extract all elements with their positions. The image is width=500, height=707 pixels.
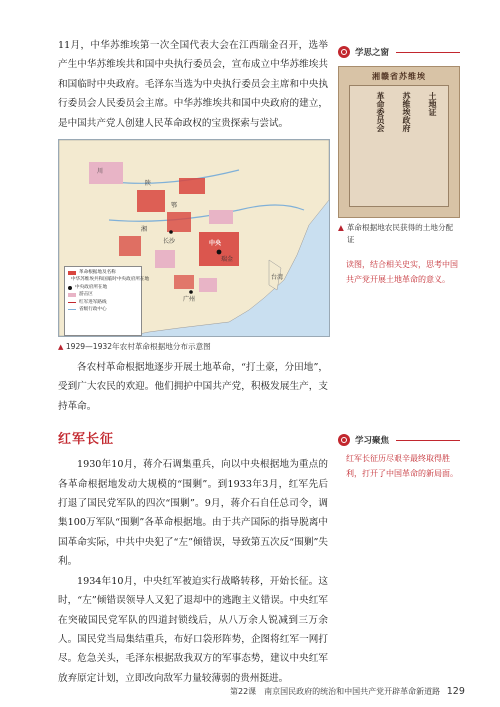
map-label-e: 鄂	[171, 202, 178, 210]
spiral-icon	[338, 434, 350, 446]
divider	[396, 52, 460, 53]
certificate-column: 土地证	[428, 92, 438, 116]
paragraph-encirclement: 1930年10月，蒋介石调集重兵，向以中央根据地为重点的各革命根据地发动大规模的“围剿”。到1933年3月，红军先后打退了国民党军队的四次“围剿”。9月，蒋介石自任总司令，调集100万军队“围剿”各革命根据地。由于共产国际的指导脱离中国革命实际，中共中央犯了“左”倾错误，导致第五次反“围剿”失利。	[58, 459, 328, 568]
certificate-body	[349, 85, 449, 207]
legend-item: 游击区	[68, 291, 138, 298]
legend-item: 省级行政中心	[68, 306, 138, 313]
legend-swatch	[68, 302, 76, 303]
study-focus-title: 学习聚焦	[355, 436, 390, 446]
page-footer	[230, 686, 465, 697]
chapter-title: 第22课 南京国民政府的统治和中国共产党开辟革命新道路	[230, 687, 441, 696]
think-window-header	[338, 46, 460, 58]
paragraph-intro: 11月，中华苏维埃第一次全国代表大会在江西瑞金召开，选举产生中华苏维埃共和国中央执行委员会，宣布成立中华苏维埃共和国临时中央政府。毛泽东当选为中央执行委员会主席和中央执行委员会人民委员会主席。中华苏维埃共和国中央政府的建立，是中国共产党人创建人民革命政权的宝贵探索与尝试。	[58, 40, 328, 129]
legend-swatch	[68, 286, 72, 290]
map-caption: ▲ 1929—1932年农村革命根据地分布示意图	[58, 342, 211, 352]
think-window-title: 学思之窗	[355, 48, 390, 58]
map-label-chuan: 川	[97, 168, 104, 176]
paragraph-long-march: 1934年10月，中央红军被迫实行战略转移，开始长征。这时，“左”倾错误领导人又犯了退却中的逃跑主义错误。中央红军在突破国民党军队的四道封锁线后，从八万余人锐减到三万余人。国民党当局集结重兵，布好口袋形阵势，企图将红军一网打尽。危急关头，毛泽东根据敌我双方的军事态势，建议中央红军放弃原定计划，立即改向敌军力量较薄弱的贵州挺进。	[58, 575, 328, 684]
main-column	[58, 36, 328, 688]
land-certificate-image	[338, 66, 460, 218]
certificate-column: 革命委员会	[376, 92, 386, 132]
think-question: 读图，结合相关史实，思考中国共产党开展土地革命的意义。	[346, 260, 458, 284]
map-label-central: 中央	[209, 240, 222, 248]
legend-item: 革命根据地及名称	[68, 269, 138, 276]
certificate-column: 苏维埃政府	[402, 92, 412, 132]
study-focus-text: 红军长征历尽艰辛最终取得胜利，打开了中国革命的新局面。	[346, 454, 458, 478]
base-area-map	[58, 139, 330, 337]
legend-swatch	[68, 309, 76, 310]
legend-item: 中华苏维埃共和国临时中央政府所在地	[71, 277, 150, 283]
triangle-icon: ▲	[58, 343, 64, 352]
map-label-taiwan: 台湾	[271, 274, 284, 282]
certificate-title: 湘赣省苏维埃	[372, 71, 426, 81]
legend-item: 红军进军路线	[68, 299, 138, 306]
side-study-focus	[338, 434, 460, 481]
legend-item: 中央政府所在地	[68, 284, 138, 291]
map-label-xiang: 湘	[141, 226, 148, 234]
map-legend	[64, 266, 150, 336]
map-label-guangzhou: 广州	[183, 296, 196, 304]
side-think-window	[338, 46, 460, 287]
section-title: 红军长征	[58, 432, 115, 448]
spiral-icon	[338, 46, 350, 58]
map-label-changsha: 长沙	[163, 238, 176, 246]
map-label-shaan: 陕	[145, 180, 152, 188]
study-focus-header	[338, 434, 460, 446]
divider	[396, 440, 460, 441]
map-label-ruijin: 瑞金	[221, 256, 234, 264]
certificate-caption: ▲ 革命根据地农民获得的土地分配证	[338, 223, 454, 244]
legend-swatch	[68, 271, 76, 275]
legend-swatch	[68, 293, 76, 297]
paragraph-land-revolution: 各农村革命根据地逐步开展土地革命，“打土豪，分田地”，受到广大农民的欢迎。他们拥护中国共产党，积极发展生产，支持革命。	[58, 362, 328, 412]
page-number: 129	[446, 686, 465, 697]
triangle-icon: ▲	[338, 223, 344, 232]
